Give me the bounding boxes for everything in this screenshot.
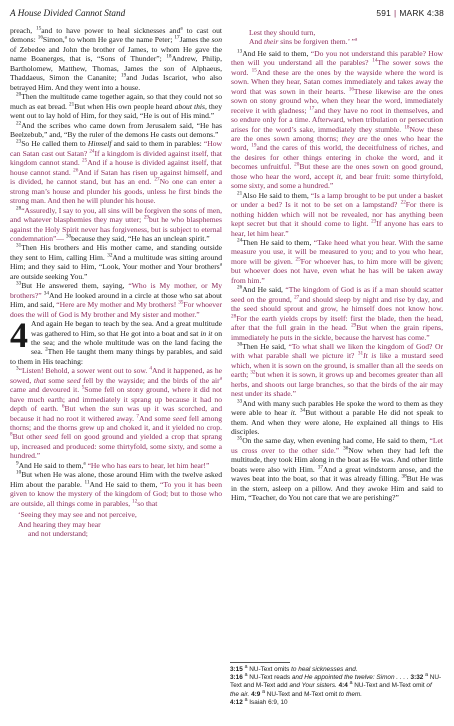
poem-quote — [231, 28, 443, 47]
chapter-paragraph: 4 And again He began to teach by the sea. And a great multitude was gathered to Him, so that He got into a boat and sat in it on the sea; and the whole multitude was on the land facing the sea. $^2$Then He taught them many things by parables, and said to them in His teaching: — [10, 315, 222, 366]
poem-quote — [10, 510, 222, 538]
verse-paragraph: $^{23}$So He called them to Himself and said to them in parables: “How can Satan cast out Satan? $^{24}$If a kingdom is divided against itself, that kingdom cannot stand. $^{25}$And if a house is divided against itself, that house cannot stand. $^{26}$And if Satan has risen up against himself, and is divided, he cannot stand, but has an end. $^{27}$No one can enter a strong man’s house and plunder his goods, unless he first binds the strong man. And then he will plunder his house. — [10, 138, 222, 206]
book-reference: MARK 4:38 — [399, 8, 444, 18]
poem-line: And their sins be forgiven them.’ ”$^a$ — [249, 36, 358, 47]
verse-paragraph: $^{28}$“Assuredly, I say to you, all sins will be forgiven the sons of men, and whatever blasphemies they may utter; $^{29}$but he who blasphemes against the Holy Spirit never has forgiveness, but is subject to eternal condemnation”— $^{30}$because they said, “He has an unclean spirit.” — [10, 205, 222, 243]
footnote-divider — [230, 662, 290, 663]
poem-line: ‘Seeing they may see and not perceive, — [18, 510, 137, 520]
poem-line: and not understand; — [28, 529, 88, 539]
verse-paragraph: $^{10}$But when He was alone, those around Him with the twelve asked Him about the parable. $^{11}$And He said to them, “To you it has been given to know the mystery of the kingdom of God; but to those who are outside, all things come in parables, $^{12}$so that — [10, 469, 223, 508]
verse-paragraph: $^3$“Listen! Behold, a sower went out to sow. $^4$And it happened, as he sowed, that some seed fell by the wayside; and the birds of the air$^a$ came and devoured it. $^5$Some fell on stony ground, where it did not have much earth; and immediately it sprang up because it had no depth of earth. $^6$But when the sun was up it was scorched, and because it had no root it withered away. $^7$And some seed fell among thorns; and the thorns grew up and choked it, and it yielded no crop. $^8$But other seed fell on good ground and yielded a crop that sprang up, increased and produced: some thirtyfold, some sixty, and some a hundred.” — [10, 365, 222, 461]
chapter-number: 4 — [10, 315, 28, 356]
verse-paragraph: preach, $^{15}$and to have power to heal sicknesses and$^a$ to cast out demons: $^{16}$Simon,$^a$ to whom He gave the name Peter; $^{17}$James the son of Zebedee and John the brother of James, to whom He gave the name Boanerges, that is, “Sons of Thunder”; $^{18}$Andrew, Philip, Bartholomew, Matthew, Thomas, James the son of Alphaeus, Thaddaeus, Simon the Cananite; $^{19}$and Judas Iscariot, who also betrayed Him. And they went into a house. — [10, 25, 223, 92]
page-header — [10, 8, 444, 24]
verse-paragraph: $^{33}$And with many such parables He spoke the word to them as they were able to hear it. $^{34}$But without a parable He did not speak to them. And when they were alone, He explained all things to His disciples. — [231, 398, 443, 437]
verse-paragraph: $^{22}$And the scribes who came down from Jerusalem said, “He has Beelzebub,” and, “By the ruler of the demons He casts out demons.” — [10, 120, 222, 139]
footnote: 3:16 $^a$ NU-Text reads and He appointed the twelve: Simon . . . . 3:32 $^a$ NU-Text and M-Text add and Your sisters. 4:4 $^a$ NU-Text and M-Text omit of the air. 4:9 $^a$ NU-Text and M-Text omit to them. — [230, 672, 442, 698]
verse-paragraph: $^{24}$Then He said to them, “Take heed what you hear. With the same measure you use, it will be measured to you; and to you who hear, more will be given. $^{25}$For whoever has, to him more will be given; but whoever does not have, even what he has will be taken away from him.” — [231, 237, 444, 285]
footnote: 4:12 $^a$ Isaiah 6:9, 10 — [230, 696, 288, 706]
verse-paragraph: $^{31}$Then His brothers and His mother came, and standing outside they sent to Him, calling Him. $^{32}$And a multitude was sitting around Him; and they said to Him, “Look, Your mother and Your brothers$^a$ are outside seeking You.” — [10, 242, 222, 281]
footnotes — [230, 663, 442, 707]
poem-line: And hearing they may hear — [18, 519, 101, 529]
verse-paragraph: $^{13}$And He said to them, “Do you not understand this parable? How then will you understand all the parables? $^{14}$The sower sows the word. $^{15}$And these are the ones by the wayside where the word is sown. When they hear, Satan comes immediately and takes away the word that was sown in their hearts. $^{16}$These likewise are the ones sown on stony ground who, when they hear the word, immediately receive it with gladness; $^{17}$and they have no root in themselves, and so endure only for a time. Afterward, when tribulation or persecution arises for the word’s sake, immediately they stumble. $^{18}$Now these are the ones sown among thorns; they are the ones who hear the word, $^{19}$and the cares of this world, the deceitfulness of riches, and the desires for other things entering in choke the word, and it becomes unfruitful. $^{20}$But these are the ones sown on good ground, those who hear the word, accept it, and bear fruit: some thirtyfold, some sixty, and some a hundred.” — [231, 48, 443, 191]
poem-line: Lest they should turn, — [249, 28, 316, 37]
text-columns — [10, 26, 444, 540]
verse-paragraph: $^{35}$On the same day, when evening had come, He said to them, “Let us cross over to the other side.” $^{36}$Now when they had left the multitude, they took Him along in the boat as He was. And other little boats were also with Him. $^{37}$And a great windstorm arose, and the waves beat into the boat, so that it was already filling. $^{38}$But He was in the stern, asleep on a pillow. And they awoke Him and said to Him, “Teacher, do You not care that we are perishing?” — [231, 435, 444, 503]
page-reference: 591 | MARK 4:38 — [376, 8, 444, 18]
right-column — [231, 26, 443, 540]
footnotes-area — [230, 656, 442, 707]
page-number: 591 — [376, 8, 391, 18]
verse-paragraph: $^{21}$Also He said to them, “Is a lamp brought to be put under a basket or under a bed? Is it not to be set on a lampstand? $^{22}$For there is nothing hidden which will not be revealed, nor has anything been kept secret but that it should come to light. $^{23}$If anyone has ears to hear, let him hear.” — [231, 190, 444, 238]
verse-paragraph: $^{20}$Then the multitude came together again, so that they could not so much as eat bread. $^{21}$But when His own people heard about this, they went out to lay hold of Him, for they said, “He is out of His mind.” — [10, 91, 222, 121]
verse-paragraph: $^{33}$But He answered them, saying, “Who is My mother, or My brothers?” $^{34}$And He looked around in a circle at those who sat about Him, and said, “Here are My mother and My brothers! $^{35}$For whoever does the will of God is My brother and My sister and mother.” — [10, 280, 222, 319]
verse-paragraph: $^9$And He said to them,$^a$ “He who has ears to hear, let him hear!” — [16, 460, 210, 470]
verse-paragraph: $^{26}$And He said, “The kingdom of God is as if a man should scatter seed on the ground, $^{27}$and should sleep by night and rise by day, and the seed should sprout and grow, he himself does not know how. $^{28}$For the earth yields crops by itself: first the blade, then the head, after that the full grain in the head. $^{29}$But when the grain ripens, immediately he puts in the sickle, because the harvest has come.” — [231, 284, 444, 342]
footnote: 3:15 $^a$ NU-Text omits to heal sicknesses and. — [230, 663, 358, 673]
section-title: A House Divided Cannot Stand — [10, 8, 126, 18]
verse-paragraph: $^{30}$Then He said, “To what shall we liken the kingdom of God? Or with what parable shall we picture it? $^{31}$It is like a mustard seed which, when it is sown on the ground, is smaller than all the seeds on earth; $^{32}$but when it is sown, it grows up and becomes greater than all herbs, and shoots out large branches, so that the birds of the air may nest under its shade.” — [231, 341, 443, 399]
left-column — [10, 26, 222, 540]
